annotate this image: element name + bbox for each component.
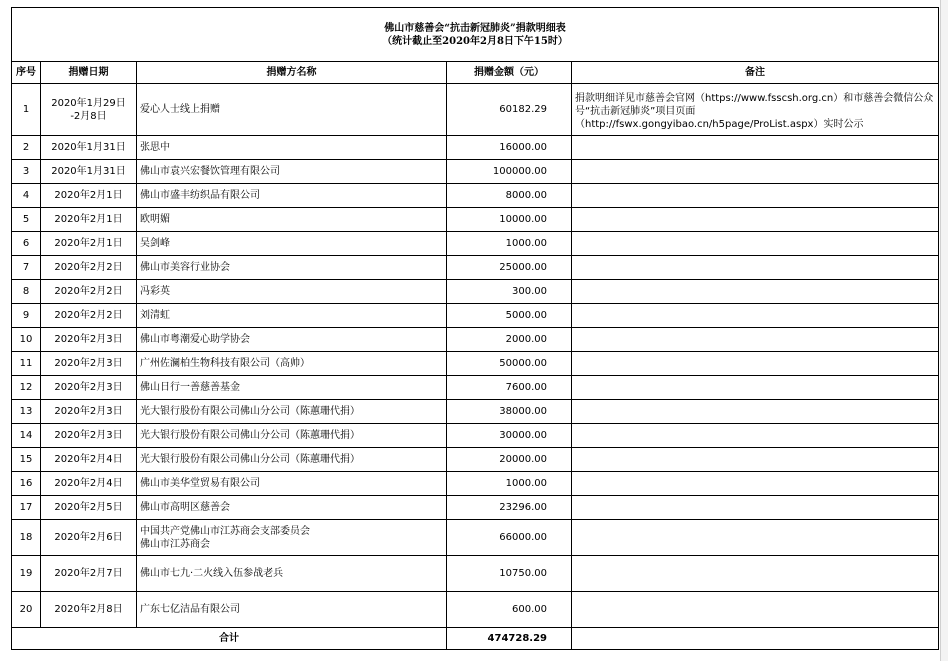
cell-no[interactable]: 9	[12, 304, 41, 328]
cell-date[interactable]: 2020年2月3日	[41, 352, 137, 376]
cell-note[interactable]	[572, 256, 939, 280]
cell-note[interactable]	[572, 424, 939, 448]
cell-note[interactable]	[572, 328, 939, 352]
table-row	[12, 556, 939, 592]
cell-note[interactable]	[572, 208, 939, 232]
date-line-1: 2020年1月29日	[51, 97, 126, 109]
cell-donor[interactable]: 光大银行股份有限公司佛山分公司（陈蕙珊代捐）	[137, 424, 447, 448]
cell-note[interactable]	[572, 376, 939, 400]
cell-donor[interactable]: 广东七亿洁品有限公司	[137, 592, 447, 628]
table-row	[12, 400, 939, 424]
cell-donor[interactable]	[137, 520, 447, 556]
cell-note[interactable]	[572, 400, 939, 424]
table-row	[12, 352, 939, 376]
cell-amount[interactable]: 50000.00	[447, 352, 572, 376]
cell-amount[interactable]: 60182.29	[447, 84, 572, 136]
table-row	[12, 328, 939, 352]
cell-amount[interactable]: 1000.00	[447, 232, 572, 256]
header-donor[interactable]: 捐赠方名称	[137, 62, 447, 84]
header-amount[interactable]: 捐赠金额（元）	[447, 62, 572, 84]
cell-amount[interactable]: 10000.00	[447, 208, 572, 232]
cell-amount[interactable]: 25000.00	[447, 256, 572, 280]
cell-date[interactable]: 2020年2月3日	[41, 328, 137, 352]
cell-amount[interactable]: 8000.00	[447, 184, 572, 208]
total-label[interactable]: 合计	[12, 628, 447, 650]
cell-amount[interactable]: 1000.00	[447, 472, 572, 496]
cell-note[interactable]	[572, 184, 939, 208]
cell-date[interactable]	[41, 84, 137, 136]
cell-donor[interactable]: 佛山市美容行业协会	[137, 256, 447, 280]
cell-donor[interactable]: 佛山市盛丰纺织品有限公司	[137, 184, 447, 208]
table-row	[12, 208, 939, 232]
table-row	[12, 160, 939, 184]
total-amount[interactable]: 474728.29	[447, 628, 572, 650]
table-row	[12, 136, 939, 160]
cell-amount[interactable]: 38000.00	[447, 400, 572, 424]
cell-note[interactable]	[572, 352, 939, 376]
cell-amount[interactable]: 7600.00	[447, 376, 572, 400]
cell-date[interactable]: 2020年2月3日	[41, 400, 137, 424]
cell-amount[interactable]: 10750.00	[447, 556, 572, 592]
header-date[interactable]: 捐赠日期	[41, 62, 137, 84]
cell-no[interactable]: 14	[12, 424, 41, 448]
total-row	[12, 628, 939, 650]
cell-date[interactable]: 2020年2月4日	[41, 448, 137, 472]
cell-donor[interactable]: 冯彩英	[137, 280, 447, 304]
table-row	[12, 592, 939, 628]
cell-donor[interactable]: 佛山市美华堂贸易有限公司	[137, 472, 447, 496]
cell-no[interactable]: 8	[12, 280, 41, 304]
cell-note[interactable]	[572, 448, 939, 472]
cell-date[interactable]: 2020年2月3日	[41, 424, 137, 448]
cell-date[interactable]: 2020年2月1日	[41, 232, 137, 256]
cell-donor[interactable]: 张思中	[137, 136, 447, 160]
cell-date[interactable]: 2020年2月4日	[41, 472, 137, 496]
cell-amount[interactable]: 20000.00	[447, 448, 572, 472]
vertical-scrollbar[interactable]	[940, 0, 948, 661]
cell-no[interactable]: 4	[12, 184, 41, 208]
table-title: 佛山市慈善会“抗击新冠肺炎”捐款明细表	[384, 22, 566, 34]
table-row	[12, 304, 939, 328]
cell-donor[interactable]: 佛山市七九·二火线入伍参战老兵	[137, 556, 447, 592]
table-row	[12, 376, 939, 400]
cell-date[interactable]: 2020年2月8日	[41, 592, 137, 628]
cell-note[interactable]: 捐款明细详见市慈善会官网（https://www.fsscsh.org.cn）和市慈善会微信公众号“抗击新冠肺炎”项目页面（http://fswx.gongyibao.cn/h5page/ProList.aspx）实时公示	[572, 84, 939, 136]
table-row	[12, 232, 939, 256]
cell-amount[interactable]: 30000.00	[447, 424, 572, 448]
cell-no[interactable]: 7	[12, 256, 41, 280]
cell-no[interactable]: 15	[12, 448, 41, 472]
cell-amount[interactable]: 100000.00	[447, 160, 572, 184]
cell-date[interactable]: 2020年1月31日	[41, 160, 137, 184]
cell-note[interactable]	[572, 160, 939, 184]
cell-no[interactable]: 2	[12, 136, 41, 160]
cell-no[interactable]: 18	[12, 520, 41, 556]
cell-amount[interactable]: 2000.00	[447, 328, 572, 352]
cell-note[interactable]	[572, 472, 939, 496]
donor-line-1: 中国共产党佛山市江苏商会支部委员会	[140, 525, 310, 537]
cell-note[interactable]	[572, 520, 939, 556]
cell-donor[interactable]: 佛山市粤潮爱心助学协会	[137, 328, 447, 352]
cell-note[interactable]	[572, 592, 939, 628]
donation-table	[11, 7, 939, 650]
table-row	[12, 472, 939, 496]
cell-donor[interactable]: 刘清虹	[137, 304, 447, 328]
header-note[interactable]: 备注	[572, 62, 939, 84]
cell-donor[interactable]: 广州佐澜柏生物科技有限公司（高帅）	[137, 352, 447, 376]
cell-donor[interactable]: 佛山日行一善慈善基金	[137, 376, 447, 400]
cell-date[interactable]: 2020年2月2日	[41, 280, 137, 304]
cell-no[interactable]: 16	[12, 472, 41, 496]
table-row	[12, 280, 939, 304]
cell-no[interactable]: 19	[12, 556, 41, 592]
cell-amount[interactable]: 300.00	[447, 280, 572, 304]
cell-date[interactable]: 2020年2月7日	[41, 556, 137, 592]
table-row	[12, 448, 939, 472]
cell-no[interactable]: 11	[12, 352, 41, 376]
title-cell[interactable]	[12, 8, 939, 62]
table-row	[12, 496, 939, 520]
cell-amount[interactable]: 5000.00	[447, 304, 572, 328]
cell-donor[interactable]: 佛山市高明区慈善会	[137, 496, 447, 520]
cell-amount[interactable]: 16000.00	[447, 136, 572, 160]
cell-no[interactable]: 5	[12, 208, 41, 232]
header-row	[12, 62, 939, 84]
cell-donor[interactable]: 光大银行股份有限公司佛山分公司（陈蕙珊代捐）	[137, 400, 447, 424]
table-row	[12, 184, 939, 208]
cell-note[interactable]	[572, 628, 939, 650]
cell-date[interactable]: 2020年2月1日	[41, 208, 137, 232]
cell-donor[interactable]: 欧明媚	[137, 208, 447, 232]
cell-amount[interactable]: 66000.00	[447, 520, 572, 556]
cell-note[interactable]	[572, 556, 939, 592]
cell-date[interactable]: 2020年2月1日	[41, 184, 137, 208]
table-row	[12, 84, 939, 136]
cell-no[interactable]: 6	[12, 232, 41, 256]
cell-no[interactable]: 13	[12, 400, 41, 424]
cell-no[interactable]: 17	[12, 496, 41, 520]
cell-note[interactable]	[572, 496, 939, 520]
cell-donor[interactable]: 吴剑峰	[137, 232, 447, 256]
cell-no[interactable]: 1	[12, 84, 41, 136]
cell-amount[interactable]: 23296.00	[447, 496, 572, 520]
cell-note[interactable]	[572, 304, 939, 328]
table-row	[12, 424, 939, 448]
cell-donor[interactable]: 爱心人士线上捐赠	[137, 84, 447, 136]
cell-note[interactable]	[572, 232, 939, 256]
table-subtitle: （统计截止至2020年2月8日下午15时）	[382, 35, 568, 47]
cell-date[interactable]: 2020年2月2日	[41, 304, 137, 328]
cell-date[interactable]: 2020年2月3日	[41, 376, 137, 400]
table-row	[12, 520, 939, 556]
cell-note[interactable]	[572, 136, 939, 160]
cell-amount[interactable]: 600.00	[447, 592, 572, 628]
donor-line-2: 佛山市江苏商会	[140, 538, 210, 550]
cell-no[interactable]: 20	[12, 592, 41, 628]
cell-no[interactable]: 3	[12, 160, 41, 184]
cell-no[interactable]: 12	[12, 376, 41, 400]
date-line-2: -2月8日	[70, 110, 107, 122]
header-no[interactable]: 序号	[12, 62, 41, 84]
cell-date[interactable]: 2020年1月31日	[41, 136, 137, 160]
cell-no[interactable]: 10	[12, 328, 41, 352]
cell-donor[interactable]: 光大银行股份有限公司佛山分公司（陈蕙珊代捐）	[137, 448, 447, 472]
cell-date[interactable]: 2020年2月5日	[41, 496, 137, 520]
title-row	[12, 8, 939, 62]
cell-date[interactable]: 2020年2月2日	[41, 256, 137, 280]
cell-donor[interactable]: 佛山市袁兴宏餐饮管理有限公司	[137, 160, 447, 184]
cell-note[interactable]	[572, 280, 939, 304]
table-row	[12, 256, 939, 280]
cell-date[interactable]: 2020年2月6日	[41, 520, 137, 556]
